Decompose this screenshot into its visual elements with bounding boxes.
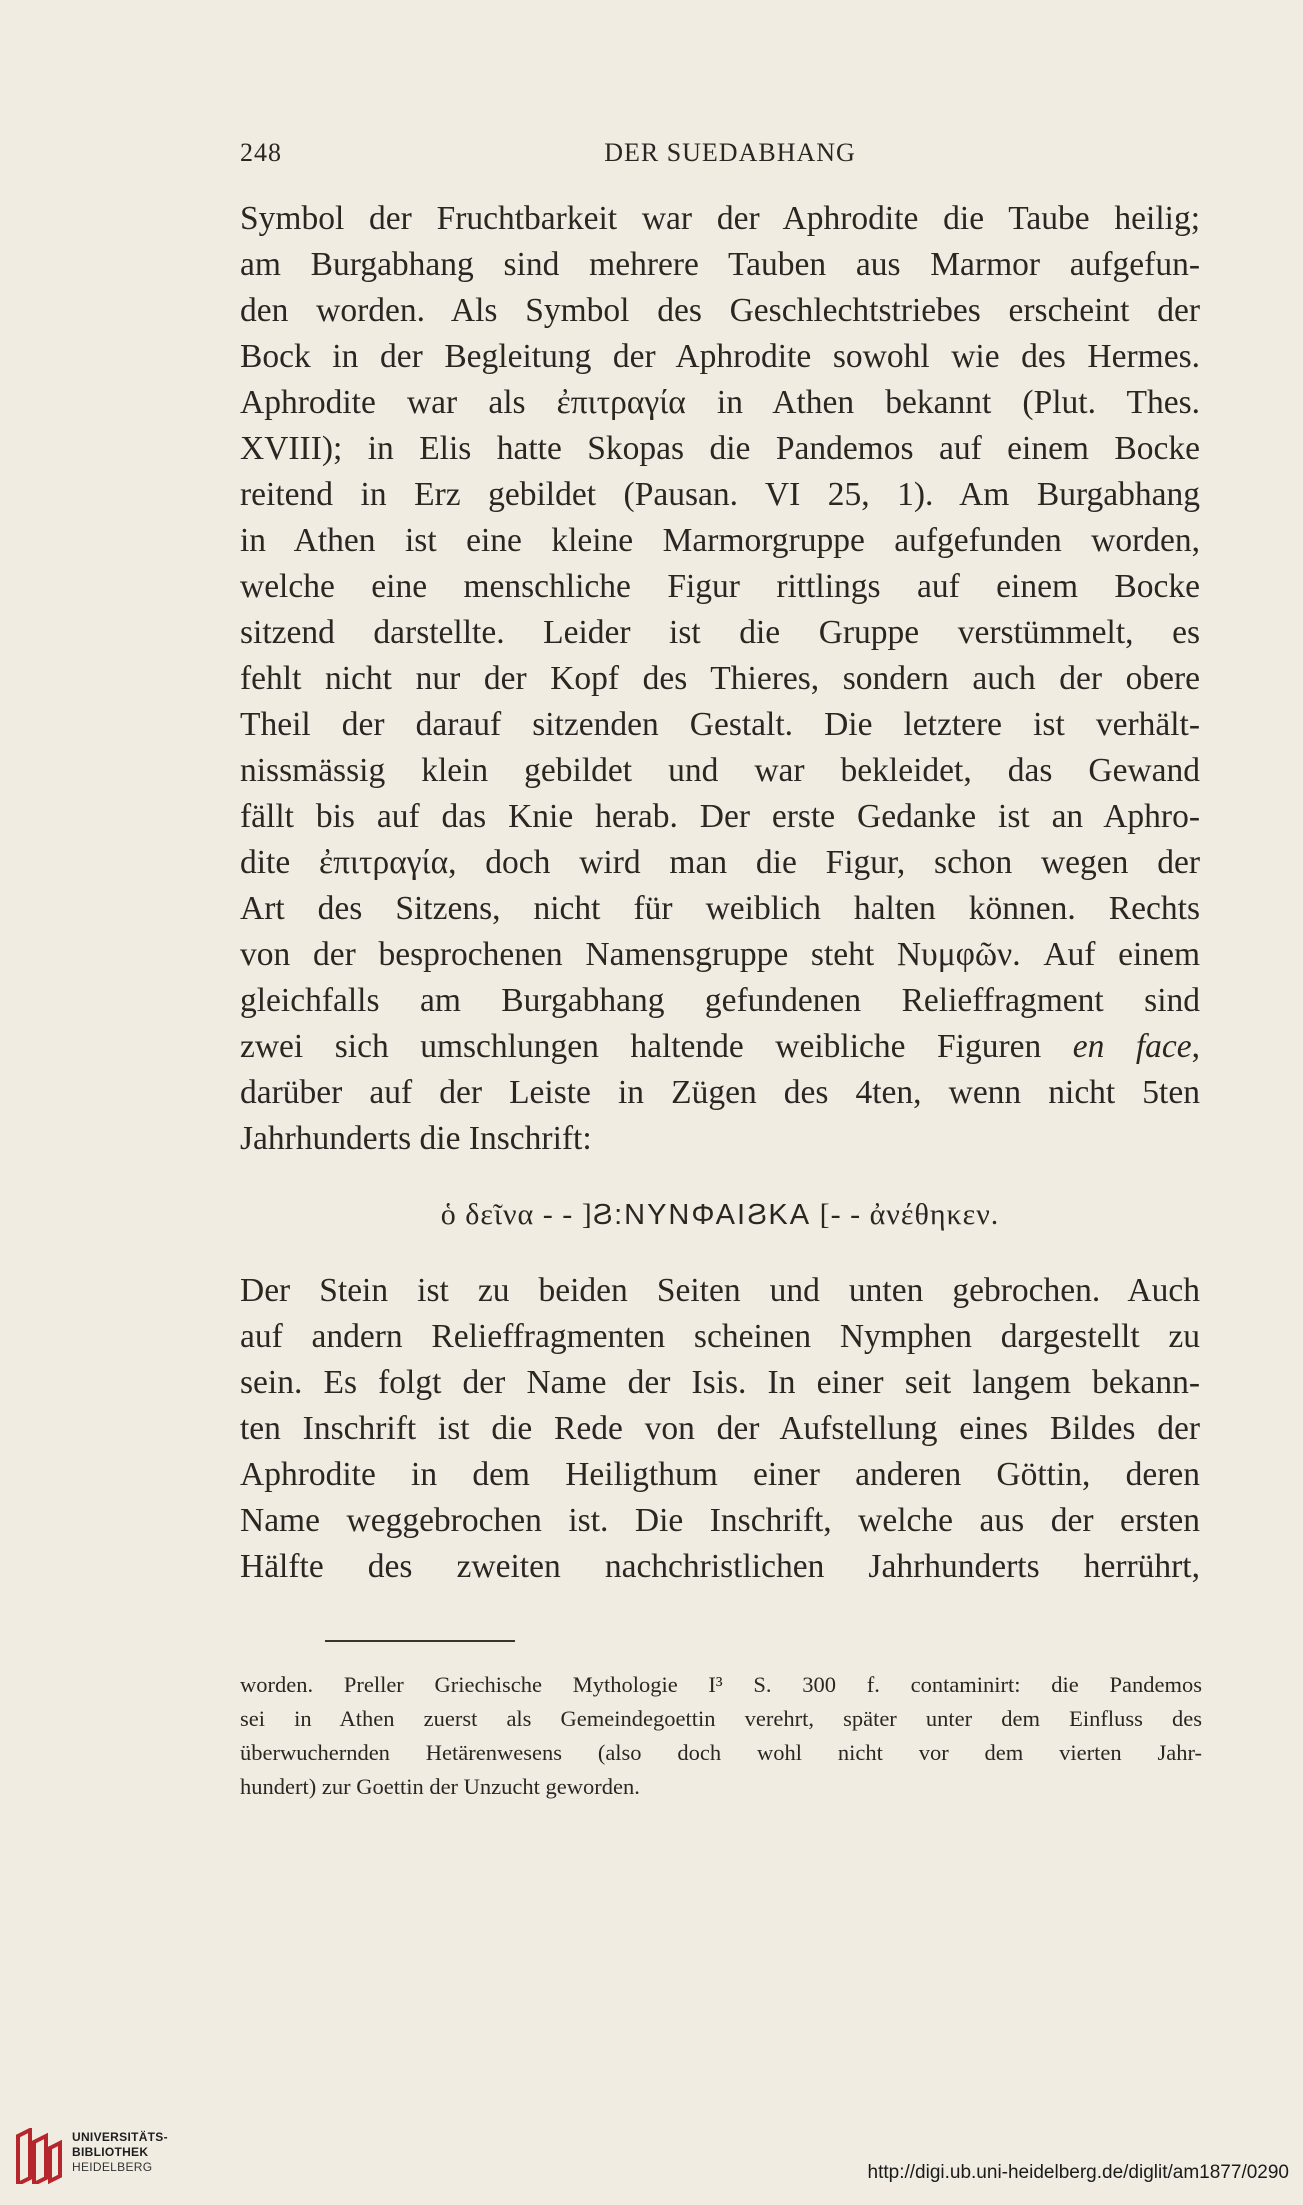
library-name-line: BIBLIOTHEK — [72, 2145, 149, 2159]
inscription-suffix: [- - ἀνέθηκεν. — [811, 1198, 1000, 1231]
text-line: welche eine menschliche Figur rittlings auf einem Bocke — [240, 568, 1200, 605]
library-name-line: HEIDELBERG — [72, 2160, 153, 2174]
text-line: Der Stein ist zu beiden Seiten und unten gebrochen. Auch — [240, 1272, 1200, 1309]
text-line: Jahrhunderts die Inschrift: — [240, 1120, 592, 1157]
running-head — [240, 138, 1220, 178]
library-emblem-icon — [14, 2128, 64, 2184]
page-number: 248 — [240, 138, 282, 167]
running-title: DER SUEDABHANG — [604, 138, 856, 167]
text-line: Theil der darauf sitzenden Gestalt. Die letztere ist verhält- — [240, 706, 1200, 743]
text-line: am Burgabhang sind mehrere Tauben aus Marmor aufgefun- — [240, 246, 1200, 283]
footnote-divider — [325, 1640, 515, 1642]
footnote-line: worden. Preller Griechische Mythologie I³ S. 300 f. contaminirt: die Pandemos — [240, 1672, 1202, 1697]
text-line: gleichfalls am Burgabhang gefundenen Relieffragment sind — [240, 982, 1200, 1019]
text-line: reitend in Erz gebildet (Pausan. VI 25, 1). Am Burgabhang — [240, 476, 1200, 513]
paragraph-2 — [240, 1268, 1200, 1590]
text-line: XVIII); in Elis hatte Skopas die Pandemos auf einem Bocke — [240, 430, 1200, 467]
inscription-capitals: Ϩ:ΝΥΝΦΑΙϨΚΑ — [592, 1199, 812, 1231]
text-line: Bock in der Begleitung der Aphrodite sowohl wie des Hermes. — [240, 338, 1200, 375]
library-name-line: UNIVERSITÄTS- — [72, 2130, 168, 2144]
library-name — [72, 2130, 168, 2175]
text-line: sitzend darstellte. Leider ist die Gruppe verstümmelt, es — [240, 614, 1200, 651]
footnote-line: hundert) zur Goettin der Unzucht geworden. — [240, 1774, 640, 1799]
source-url[interactable]: http://digi.ub.uni-heidelberg.de/diglit/am1877/0290 — [867, 2162, 1289, 2183]
footnote-line: überwuchernden Hetärenwesens (also doch wohl nicht vor dem vierten Jahr- — [240, 1740, 1202, 1765]
inscription-prefix: ὁ δεῖνα - - ] — [440, 1198, 593, 1231]
text-line: sein. Es folgt der Name der Isis. In einer seit langem bekann- — [240, 1364, 1200, 1401]
footnote-line: sei in Athen zuerst als Gemeindegoettin verehrt, später unter dem Einfluss des — [240, 1706, 1202, 1731]
text-line: von der besprochenen Namensgruppe steht Νυμφῶν. Auf einem — [240, 936, 1200, 973]
text-line: dite ἐπιτραγία, doch wird man die Figur, schon wegen der — [240, 844, 1200, 881]
text-line: Aphrodite in dem Heiligthum einer anderen Göttin, deren — [240, 1456, 1200, 1493]
text-line: Name weggebrochen ist. Die Inschrift, welche aus der ersten — [240, 1502, 1200, 1539]
library-logo — [14, 2128, 184, 2188]
text-line: nissmässig klein gebildet und war bekleidet, das Gewand — [240, 752, 1200, 789]
text-line: den worden. Als Symbol des Geschlechtstriebes erscheint der — [240, 292, 1200, 329]
text-line: Symbol der Fruchtbarkeit war der Aphrodite die Taube heilig; — [240, 200, 1200, 237]
text-line: fehlt nicht nur der Kopf des Thieres, sondern auch der obere — [240, 660, 1200, 697]
text-segment: zwei sich umschlungen haltende weibliche Figuren — [240, 1028, 1073, 1065]
text-line: ten Inschrift ist die Rede von der Aufstellung eines Bildes der — [240, 1410, 1200, 1447]
text-line: in Athen ist eine kleine Marmorgruppe aufgefunden worden, — [240, 522, 1200, 559]
text-line: darüber auf der Leiste in Zügen des 4ten, wenn nicht 5ten — [240, 1074, 1200, 1111]
italic-phrase: en face — [1072, 1028, 1192, 1065]
text-line: Hälfte des zweiten nachchristlichen Jahrhunderts herrührt, — [240, 1548, 1200, 1585]
footnote — [240, 1668, 1202, 1804]
text-line-with-italic — [240, 1024, 1200, 1070]
text-line: Art des Sitzens, nicht für weiblich halten können. Rechts — [240, 890, 1200, 927]
text-line: auf andern Relieffragmenten scheinen Nymphen dargestellt zu — [240, 1318, 1200, 1355]
greek-inscription — [240, 1190, 1200, 1240]
text-segment: , — [1191, 1028, 1201, 1065]
paragraph-1 — [240, 196, 1200, 1162]
text-line: Aphrodite war als ἐπιτραγία in Athen bekannt (Plut. Thes. — [240, 384, 1200, 421]
text-line: fällt bis auf das Knie herab. Der erste Gedanke ist an Aphro- — [240, 798, 1200, 835]
